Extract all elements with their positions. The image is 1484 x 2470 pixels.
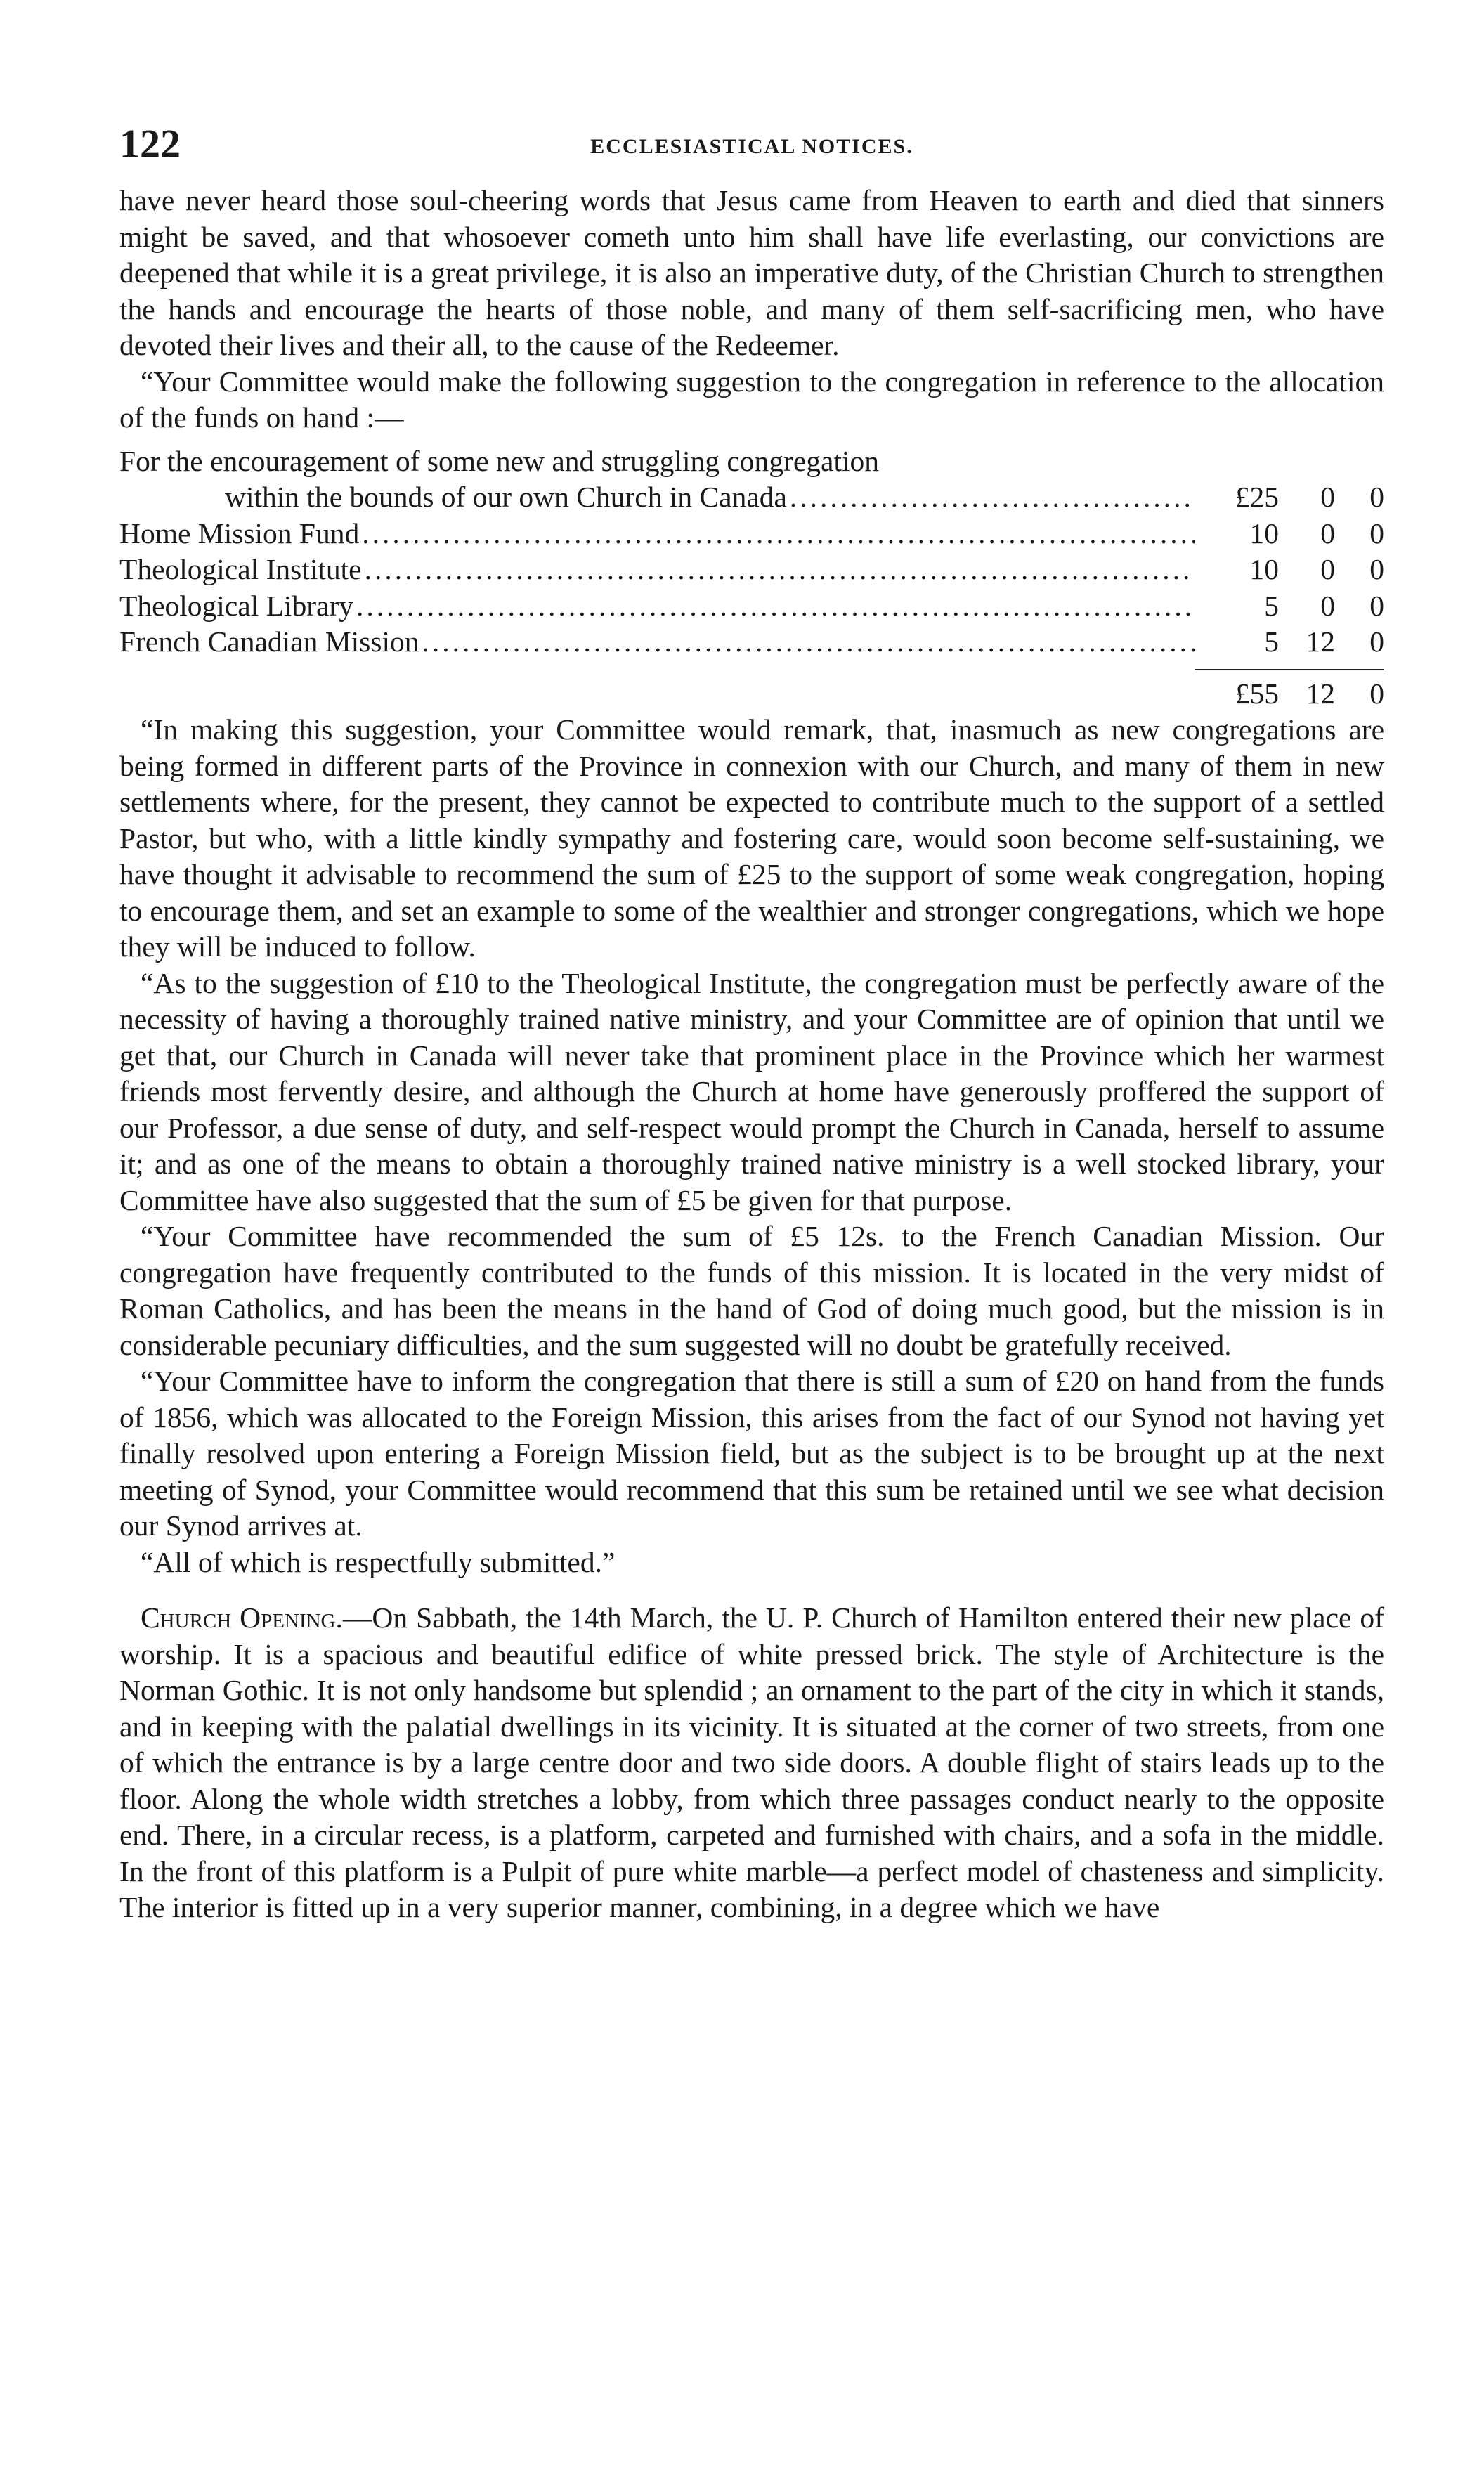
allocation-label-text: French Canadian Mission [119,625,419,658]
dot-leader [790,479,1195,516]
allocation-label [119,552,1195,588]
body-text [119,183,1384,436]
total-pence: 0 [1369,677,1384,710]
total-pounds: £55 [1235,677,1279,710]
total-shillings: 12 [1306,677,1335,710]
church-opening-paragraph [119,1600,1384,1926]
allocation-amount [1195,516,1384,552]
allocation-label [119,624,1195,661]
paragraph: “Your Committee would make the following suggestion to the congregation in reference to the allocation of the funds on hand :— [119,365,1384,434]
amount-shillings: 12 [1306,625,1335,658]
allocation-label [119,479,1195,516]
allocation-row [119,624,1384,661]
amount-pence: 0 [1369,589,1384,622]
allocation-label-text: Theological Institute [119,553,362,585]
paragraph: “Your Committee have to inform the congregation that there is still a sum of £20 on hand from the funds of 1856, which was allocated to the Foreign Mission, this arises from the fact of our Synod not having yet finally resolved upon entering a Foreign Mission field, but as the subject is to be brought up at the next meeting of Synod, your Committee would recommend that this sum be retained until we see what decision our Synod arrives at. [119,1365,1384,1542]
allocation-total [119,676,1384,713]
running-head: ECCLESIASTICAL NOTICES. [590,135,913,158]
allocation-amount [1195,624,1384,661]
paragraph: “As to the suggestion of £10 to the Theological Institute, the congregation must be perfectly aware of the necessity of having a thoroughly trained native ministry, and your Committee are of opinion that until we get that, our Church in Canada will never take that prominent place in the Province which her warmest friends most fervently desire, and although the Church at home have generously proffered the support of our Professor, a due sense of duty, and self-respect would prompt the Church in Canada, herself to assume it; and as one of the means to obtain a thoroughly trained native ministry is a well stocked library, your Committee have also suggested that the sum of £5 be given for that purpose. [119,966,1384,1216]
amount-pounds: 10 [1249,516,1279,550]
allocation-row [119,552,1384,588]
paragraph: have never heard those soul-cheering words that Jesus came from Heaven to earth and died that sinners might be saved, and that whosoever cometh unto him shall have life everlasting, our convictions are deepened that while it is a great privilege, it is also an imperative duty, of the Christian Church to strengthen the hands and encourage the hearts of those noble, and many of them self-sacrificing men, who have devoted their lives and their all, to the cause of the Redeemer. [119,184,1384,361]
amount-pounds: £25 [1235,481,1279,513]
allocation-label-text: Theological Library [119,589,354,622]
allocation-label-text: Home Mission Fund [119,516,360,550]
dot-leader [422,624,1195,661]
amount-shillings: 0 [1320,553,1335,585]
allocation-label-text: within the bounds of our own Church in Canada [225,481,787,513]
paragraph: “All of which is respectfully submitted.” [141,1545,616,1578]
amount-shillings: 0 [1320,589,1335,622]
allocation-amount [1195,552,1384,588]
amount-pence: 0 [1369,516,1384,550]
allocation-label [119,516,1195,552]
dot-leader [362,516,1195,552]
page-number: 122 [119,121,181,167]
dot-leader [365,552,1195,588]
allocation-amount [1195,588,1384,625]
allocation-intro: For the encouragement of some new and struggling congregation [119,444,880,477]
church-opening-lead: Church Opening. [141,1601,343,1634]
amount-pounds: 5 [1264,589,1279,622]
amount-pence: 0 [1369,481,1384,513]
document-page [119,119,1384,1926]
allocation-row [119,516,1384,552]
dot-leader [356,588,1195,625]
total-amount [1195,676,1384,713]
allocation-row [119,588,1384,625]
page-header [119,119,1384,183]
body-text [119,712,1384,1926]
paragraph: “In making this suggestion, your Committee would remark, that, inasmuch as new congregations are being formed in different parts of the Province in connexion with our Church, and many of them in new settlements where, for the present, they cannot be expected to contribute much to the support of a settled Pastor, but who, with a little kindly sympathy and fostering care, would soon become self-sustaining, we have thought it advisable to recommend the sum of £25 to the support of some weak congregation, hoping to encourage them, and set an example to some of the wealthier and stronger congregations, which we hope they will be induced to follow. [119,713,1384,963]
allocation-label [119,588,1195,625]
paragraph: “Your Committee have recommended the sum of £5 12s. to the French Canadian Mission. Our congregation have frequently contributed to the funds of this mission. It is located in the very midst of Roman Catholics, and has been the means in the hand of God of doing much good, but the mission is in considerable pecuniary difficulties, and the sum suggested will no doubt be gratefully received. [119,1220,1384,1361]
amount-shillings: 0 [1320,481,1335,513]
church-opening-text: —On Sabbath, the 14th March, the U. P. Church of Hamilton entered their new place of worship. It is a spacious and beautiful edifice of white pressed brick. The style of Architecture is the Norman Gothic. It is not only handsome but splendid ; an ornament to the part of the city in which it stands, and in keeping with the palatial dwellings in its vicinity. It is situated at the corner of two streets, from one of which the entrance is by a large centre door and two side doors. A double flight of stairs leads up to the floor. Along the whole width stretches a lobby, from which three passages conduct nearly to the opposite end. There, in a circular recess, is a platform, carpeted and furnished with chairs, and a sofa in the middle. In the front of this platform is a Pulpit of pure white marble—a perfect model of chasteness and simplicity. The interior is fitted up in a very superior manner, combining, in a degree which we have [119,1601,1384,1923]
amount-pounds: 10 [1249,553,1279,585]
total-rule [1195,669,1384,670]
allocation-table [119,443,1384,713]
amount-pence: 0 [1369,625,1384,658]
amount-shillings: 0 [1320,516,1335,550]
allocation-amount [1195,479,1384,516]
amount-pounds: 5 [1264,625,1279,658]
amount-pence: 0 [1369,553,1384,585]
allocation-row [119,479,1384,516]
